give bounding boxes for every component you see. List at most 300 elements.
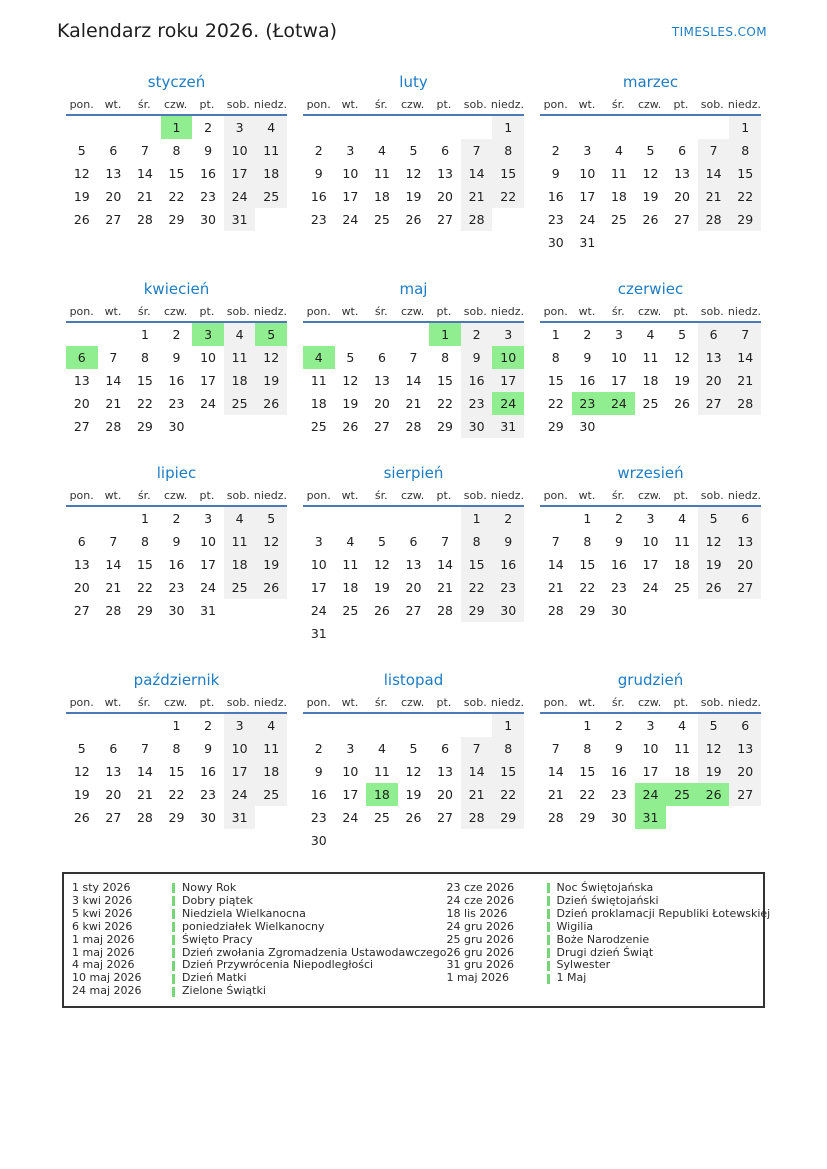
day-cell: 27 — [729, 576, 761, 599]
weekday-label: sob. — [700, 489, 724, 502]
weekday-label: sob. — [700, 305, 724, 318]
day-cell: 1 — [583, 511, 592, 526]
day-cell — [366, 714, 398, 737]
day-cell: 12 — [373, 557, 390, 572]
day-cell — [366, 829, 398, 852]
day-cell — [429, 116, 461, 139]
day-cell — [98, 507, 130, 530]
day-cell: 2 — [172, 327, 181, 342]
day-cell — [255, 599, 287, 622]
legend-label: 1 Maj — [556, 971, 587, 985]
day-cell: 18 — [674, 764, 691, 779]
day-cell: 23 — [168, 396, 185, 411]
day-cell: 12 — [674, 350, 691, 365]
weekday-label: wt. — [341, 305, 359, 318]
day-cell: 16 — [168, 373, 185, 388]
day-cell: 25 — [255, 185, 287, 208]
day-cell: 16 — [168, 557, 185, 572]
day-cell: 19 — [405, 189, 422, 204]
day-cell: 24 — [642, 580, 659, 595]
legend-label: Dzień Matki — [182, 971, 247, 985]
day-cell: 24 — [200, 580, 217, 595]
day-cell: 20 — [437, 189, 454, 204]
day-cell: 26 — [642, 212, 659, 227]
day-cell: 20 — [105, 189, 122, 204]
weekday-label: sob. — [463, 98, 487, 111]
day-cell: 2 — [314, 143, 323, 158]
weekday-header-row — [303, 305, 524, 323]
holiday-tick-icon — [547, 922, 550, 932]
day-cell: 16 — [547, 189, 564, 204]
month-title: październik — [133, 671, 220, 689]
day-cell: 24 — [200, 396, 217, 411]
day-cell: 4 — [255, 116, 287, 139]
holiday-tick-icon — [172, 987, 175, 997]
day-cell: 6 — [729, 714, 761, 737]
day-cell — [603, 116, 635, 139]
weekday-header-row — [66, 98, 287, 116]
day-cell: 2 — [461, 323, 493, 346]
weekday-label: wt. — [104, 98, 122, 111]
day-cell: 9 — [314, 166, 323, 181]
legend-date: 25 gru 2026 — [446, 932, 514, 946]
day-cell: 8 — [492, 737, 524, 760]
day-cell: 14 — [547, 764, 564, 779]
day-cell: 1 — [429, 323, 461, 346]
day-cell: 31 — [579, 235, 596, 250]
month-days — [540, 714, 761, 829]
day-cell: 10 — [224, 737, 256, 760]
day-cell — [666, 231, 698, 254]
legend-date: 4 maj 2026 — [72, 958, 135, 972]
day-cell — [98, 323, 130, 346]
day-cell — [698, 415, 730, 438]
day-cell: 21 — [461, 185, 493, 208]
day-cell: 20 — [73, 396, 90, 411]
day-cell: 16 — [492, 553, 524, 576]
month-days — [540, 507, 761, 622]
day-cell — [335, 323, 367, 346]
legend-entry — [72, 908, 447, 921]
day-cell: 25 — [310, 419, 327, 434]
day-cell: 26 — [73, 212, 90, 227]
weekday-label: sob. — [700, 696, 724, 709]
legend-date: 1 maj 2026 — [72, 932, 135, 946]
day-cell: 10 — [642, 741, 659, 756]
day-cell: 8 — [583, 534, 592, 549]
day-cell — [540, 507, 572, 530]
day-cell: 26 — [698, 576, 730, 599]
day-cell: 30 — [610, 810, 627, 825]
day-cell: 8 — [729, 139, 761, 162]
legend-label: Drugi dzień Świąt — [556, 945, 654, 959]
months-grid — [66, 73, 827, 852]
day-cell: 10 — [642, 534, 659, 549]
day-cell: 28 — [729, 392, 761, 415]
day-cell — [335, 829, 367, 852]
day-cell: 26 — [255, 576, 287, 599]
day-cell — [303, 116, 335, 139]
month-days — [66, 714, 287, 829]
day-cell: 9 — [614, 741, 623, 756]
day-cell: 17 — [200, 373, 217, 388]
legend-date: 3 kwi 2026 — [72, 893, 133, 907]
day-cell: 13 — [729, 737, 761, 760]
weekday-label: sob. — [226, 696, 250, 709]
day-cell: 22 — [437, 396, 454, 411]
weekday-label: sob. — [226, 305, 250, 318]
day-cell: 28 — [105, 603, 122, 618]
day-cell: 3 — [224, 714, 256, 737]
weekday-label: pon. — [306, 305, 331, 318]
day-cell: 4 — [377, 143, 386, 158]
day-cell: 26 — [373, 603, 390, 618]
day-cell: 15 — [136, 557, 153, 572]
day-cell: 8 — [140, 350, 149, 365]
weekday-label: pt. — [436, 696, 452, 709]
legend-date: 24 maj 2026 — [72, 984, 142, 998]
day-cell — [66, 116, 98, 139]
day-cell — [429, 622, 461, 645]
day-cell: 23 — [610, 787, 627, 802]
day-cell: 21 — [547, 580, 564, 595]
day-cell: 6 — [409, 534, 418, 549]
weekday-label: pt. — [199, 489, 215, 502]
weekday-label: pt. — [436, 305, 452, 318]
day-cell: 7 — [140, 143, 149, 158]
holiday-tick-icon — [172, 974, 175, 984]
legend-entry — [72, 895, 447, 908]
day-cell: 26 — [405, 212, 422, 227]
day-cell: 7 — [461, 139, 493, 162]
day-cell — [224, 599, 256, 622]
weekday-label: niedz. — [490, 489, 524, 502]
day-cell: 31 — [224, 208, 256, 231]
day-cell — [366, 323, 398, 346]
day-cell: 23 — [610, 580, 627, 595]
day-cell: 30 — [610, 603, 627, 618]
day-cell: 14 — [405, 373, 422, 388]
day-cell: 2 — [204, 120, 213, 135]
day-cell: 20 — [729, 553, 761, 576]
day-cell — [666, 806, 698, 829]
day-cell — [492, 829, 524, 852]
weekday-label: śr. — [374, 305, 388, 318]
day-cell: 13 — [73, 557, 90, 572]
holiday-tick-icon — [172, 909, 175, 919]
day-cell: 7 — [409, 350, 418, 365]
day-cell — [729, 415, 761, 438]
day-cell: 25 — [373, 212, 390, 227]
day-cell: 24 — [224, 783, 256, 806]
day-cell: 10 — [342, 166, 359, 181]
weekday-header-row — [540, 696, 761, 714]
weekday-label: sob. — [463, 696, 487, 709]
day-cell: 25 — [224, 576, 256, 599]
day-cell — [429, 829, 461, 852]
day-cell: 1 — [492, 116, 524, 139]
weekday-header-row — [66, 305, 287, 323]
weekday-label: sob. — [463, 489, 487, 502]
day-cell: 13 — [105, 764, 122, 779]
day-cell: 9 — [551, 166, 560, 181]
day-cell: 20 — [674, 189, 691, 204]
day-cell: 4 — [614, 143, 623, 158]
day-cell: 20 — [105, 787, 122, 802]
day-cell: 21 — [437, 580, 454, 595]
day-cell: 28 — [547, 603, 564, 618]
day-cell: 28 — [461, 806, 493, 829]
weekday-header-row — [540, 305, 761, 323]
month-title: lipiec — [156, 464, 197, 482]
day-cell: 10 — [310, 557, 327, 572]
day-cell: 5 — [346, 350, 355, 365]
day-cell: 12 — [255, 530, 287, 553]
holiday-tick-icon — [547, 909, 550, 919]
legend-date: 18 lis 2026 — [446, 906, 508, 920]
month-4 — [66, 280, 287, 438]
day-cell: 12 — [698, 530, 730, 553]
day-cell — [461, 116, 493, 139]
day-cell: 15 — [461, 553, 493, 576]
holiday-legend — [62, 872, 771, 1008]
day-cell: 9 — [172, 534, 181, 549]
day-cell: 18 — [373, 189, 390, 204]
day-cell: 1 — [729, 116, 761, 139]
day-cell: 1 — [172, 718, 181, 733]
day-cell: 23 — [547, 212, 564, 227]
day-cell: 5 — [377, 534, 386, 549]
legend-entry — [447, 921, 771, 934]
day-cell: 12 — [405, 764, 422, 779]
day-cell — [98, 714, 130, 737]
month-3 — [540, 73, 761, 254]
month-10 — [66, 671, 287, 852]
page-header — [0, 0, 827, 42]
day-cell: 12 — [73, 166, 90, 181]
day-cell: 31 — [310, 626, 327, 641]
day-cell: 19 — [255, 553, 287, 576]
day-cell: 13 — [73, 373, 90, 388]
day-cell: 9 — [204, 741, 213, 756]
day-cell: 25 — [255, 783, 287, 806]
day-cell: 15 — [729, 162, 761, 185]
day-cell: 14 — [105, 557, 122, 572]
weekday-label: śr. — [611, 696, 625, 709]
month-title: marzec — [622, 73, 679, 91]
weekday-label: czw. — [637, 98, 662, 111]
day-cell: 3 — [346, 143, 355, 158]
day-cell: 11 — [342, 557, 359, 572]
day-cell: 11 — [373, 764, 390, 779]
day-cell: 8 — [492, 139, 524, 162]
weekday-label: pon. — [306, 696, 331, 709]
day-cell: 13 — [405, 557, 422, 572]
day-cell: 16 — [579, 373, 596, 388]
weekday-label: pon. — [69, 305, 94, 318]
day-cell — [572, 116, 604, 139]
day-cell: 4 — [377, 741, 386, 756]
day-cell — [335, 714, 367, 737]
day-cell: 7 — [551, 741, 560, 756]
day-cell: 11 — [255, 139, 287, 162]
day-cell: 17 — [642, 557, 659, 572]
day-cell: 11 — [255, 737, 287, 760]
day-cell: 30 — [200, 212, 217, 227]
day-cell: 17 — [579, 189, 596, 204]
day-cell — [461, 622, 493, 645]
month-days — [303, 323, 524, 438]
month-title: luty — [399, 73, 428, 91]
day-cell — [429, 714, 461, 737]
day-cell: 22 — [168, 787, 185, 802]
day-cell: 27 — [405, 603, 422, 618]
day-cell: 8 — [172, 741, 181, 756]
day-cell: 1 — [583, 718, 592, 733]
day-cell: 13 — [674, 166, 691, 181]
day-cell: 23 — [168, 580, 185, 595]
day-cell: 12 — [405, 166, 422, 181]
weekday-label: pt. — [673, 305, 689, 318]
day-cell: 4 — [646, 327, 655, 342]
weekday-label: pon. — [543, 696, 568, 709]
day-cell: 10 — [200, 350, 217, 365]
month-7 — [66, 464, 287, 645]
day-cell: 5 — [678, 327, 687, 342]
legend-label: Boże Narodzenie — [556, 932, 650, 946]
day-cell: 20 — [405, 580, 422, 595]
weekday-label: śr. — [611, 489, 625, 502]
day-cell — [366, 622, 398, 645]
weekday-label: niedz. — [490, 696, 524, 709]
day-cell: 5 — [77, 741, 86, 756]
day-cell — [255, 208, 287, 231]
day-cell: 29 — [136, 603, 153, 618]
day-cell: 10 — [200, 534, 217, 549]
day-cell: 30 — [461, 415, 493, 438]
month-days — [66, 116, 287, 231]
site-link[interactable]: TIMESLES.COM — [671, 25, 767, 39]
weekday-header-row — [540, 489, 761, 507]
day-cell: 15 — [437, 373, 454, 388]
day-cell — [698, 231, 730, 254]
day-cell: 2 — [492, 507, 524, 530]
day-cell: 6 — [377, 350, 386, 365]
weekday-header-row — [66, 696, 287, 714]
day-cell: 1 — [492, 714, 524, 737]
day-cell: 6 — [66, 346, 98, 369]
day-cell — [698, 116, 730, 139]
day-cell: 29 — [492, 806, 524, 829]
day-cell: 17 — [342, 189, 359, 204]
day-cell: 30 — [579, 419, 596, 434]
day-cell — [540, 116, 572, 139]
month-title: kwiecień — [143, 280, 210, 298]
weekday-label: wt. — [104, 489, 122, 502]
day-cell: 3 — [646, 718, 655, 733]
day-cell: 6 — [441, 143, 450, 158]
day-cell: 15 — [579, 764, 596, 779]
legend-entry — [72, 985, 447, 998]
day-cell — [666, 116, 698, 139]
day-cell: 22 — [492, 783, 524, 806]
holiday-tick-icon — [547, 948, 550, 958]
day-cell: 10 — [610, 350, 627, 365]
day-cell — [129, 714, 161, 737]
day-cell: 5 — [409, 741, 418, 756]
day-cell: 27 — [729, 783, 761, 806]
weekday-label: pon. — [69, 489, 94, 502]
weekday-label: niedz. — [490, 98, 524, 111]
day-cell: 15 — [168, 764, 185, 779]
day-cell: 26 — [674, 396, 691, 411]
day-cell: 1 — [140, 511, 149, 526]
legend-date: 10 maj 2026 — [72, 971, 142, 985]
day-cell: 11 — [373, 166, 390, 181]
weekday-label: wt. — [341, 696, 359, 709]
day-cell: 15 — [492, 760, 524, 783]
month-title: sierpień — [383, 464, 444, 482]
day-cell: 26 — [698, 783, 730, 806]
day-cell: 14 — [136, 166, 153, 181]
weekday-label: sob. — [226, 489, 250, 502]
weekday-label: czw. — [637, 696, 662, 709]
day-cell: 14 — [136, 764, 153, 779]
day-cell: 6 — [698, 323, 730, 346]
day-cell: 6 — [109, 143, 118, 158]
weekday-label: niedz. — [727, 696, 761, 709]
day-cell: 16 — [610, 764, 627, 779]
day-cell — [335, 622, 367, 645]
weekday-label: wt. — [578, 696, 596, 709]
day-cell — [255, 806, 287, 829]
month-days — [66, 507, 287, 622]
month-2 — [303, 73, 524, 254]
day-cell: 18 — [342, 580, 359, 595]
day-cell — [635, 599, 667, 622]
weekday-label: czw. — [163, 696, 188, 709]
day-cell: 14 — [698, 162, 730, 185]
day-cell: 17 — [492, 369, 524, 392]
legend-label: Dobry piątek — [182, 893, 253, 907]
weekday-label: niedz. — [253, 489, 287, 502]
day-cell: 11 — [224, 346, 256, 369]
holiday-tick-icon — [172, 948, 175, 958]
day-cell — [729, 231, 761, 254]
day-cell: 22 — [461, 576, 493, 599]
day-cell: 29 — [168, 212, 185, 227]
day-cell: 23 — [572, 392, 604, 415]
weekday-label: śr. — [137, 696, 151, 709]
day-cell: 14 — [437, 557, 454, 572]
weekday-label: pt. — [199, 696, 215, 709]
weekday-label: pt. — [673, 489, 689, 502]
day-cell — [461, 714, 493, 737]
day-cell: 28 — [437, 603, 454, 618]
day-cell: 26 — [342, 419, 359, 434]
day-cell: 5 — [698, 507, 730, 530]
month-9 — [540, 464, 761, 645]
weekday-label: czw. — [163, 98, 188, 111]
weekday-label: czw. — [400, 305, 425, 318]
page-title: Kalendarz roku 2026. (Łotwa) — [57, 20, 338, 42]
day-cell: 13 — [437, 764, 454, 779]
day-cell: 26 — [405, 810, 422, 825]
day-cell: 20 — [73, 580, 90, 595]
legend-date: 23 cze 2026 — [446, 881, 515, 894]
day-cell — [98, 116, 130, 139]
day-cell: 9 — [314, 764, 323, 779]
